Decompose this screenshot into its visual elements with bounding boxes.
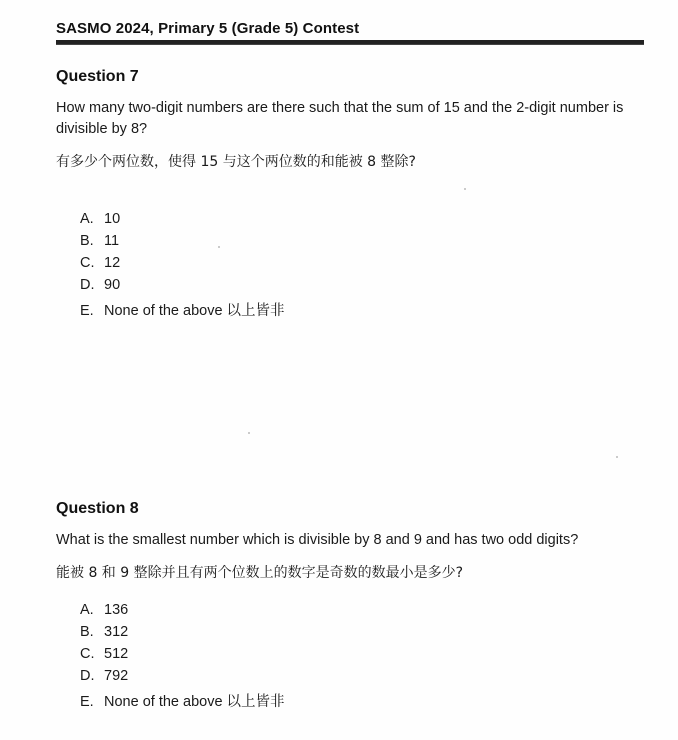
option-letter: E. — [80, 303, 94, 319]
option-d — [80, 665, 636, 687]
option-letter: E. — [80, 694, 94, 710]
option-e — [80, 300, 636, 322]
option-text: 10 — [104, 211, 121, 227]
scan-speck — [464, 188, 466, 190]
option-d — [80, 274, 636, 296]
page-header — [56, 20, 644, 37]
contest-title: SASMO 2024, Primary 5 (Grade 5) Contest — [56, 20, 360, 37]
header-rule — [56, 40, 644, 45]
option-a — [80, 599, 636, 621]
option-letter: B. — [80, 624, 94, 640]
option-a — [80, 208, 636, 230]
answer-options — [80, 208, 636, 322]
scan-speck — [616, 456, 618, 458]
option-text: 792 — [104, 668, 129, 684]
question-title: Question 7 — [56, 68, 139, 85]
scan-speck — [248, 432, 250, 434]
option-text: 11 — [104, 233, 120, 249]
question-7 — [56, 68, 636, 322]
question-text-chinese: 能被 8 和 9 整除并且有两个位数上的数字是奇数的数最小是多少? — [56, 565, 464, 581]
scan-speck — [218, 246, 220, 248]
option-letter: A. — [80, 602, 94, 618]
question-8 — [56, 500, 636, 713]
question-text-chinese: 有多少个两位数，使得 15 与这个两位数的和能被 8 整除? — [56, 154, 416, 170]
option-e — [80, 691, 636, 713]
option-letter: C. — [80, 646, 95, 662]
option-letter: A. — [80, 211, 94, 227]
option-text: 136 — [104, 602, 129, 618]
option-letter: D. — [80, 668, 95, 684]
option-letter: C. — [80, 255, 95, 271]
option-text: 512 — [104, 646, 129, 662]
option-text: 312 — [104, 624, 129, 640]
option-text: None of the above 以上皆非 — [104, 303, 285, 319]
question-text-english: How many two-digit numbers are there such that the sum of 15 and the 2-digit number is divisible by 8? — [56, 100, 624, 137]
option-c — [80, 252, 636, 274]
option-text: None of the above 以上皆非 — [104, 694, 285, 710]
option-letter: B. — [80, 233, 94, 249]
answer-options — [80, 599, 636, 713]
question-title: Question 8 — [56, 500, 139, 517]
option-letter: D. — [80, 277, 95, 293]
option-text: 90 — [104, 277, 121, 293]
question-text-english: What is the smallest number which is divisible by 8 and 9 and has two odd digits? — [56, 532, 579, 548]
option-c — [80, 643, 636, 665]
option-text: 12 — [104, 255, 121, 271]
option-b — [80, 621, 636, 643]
option-b — [80, 230, 636, 252]
